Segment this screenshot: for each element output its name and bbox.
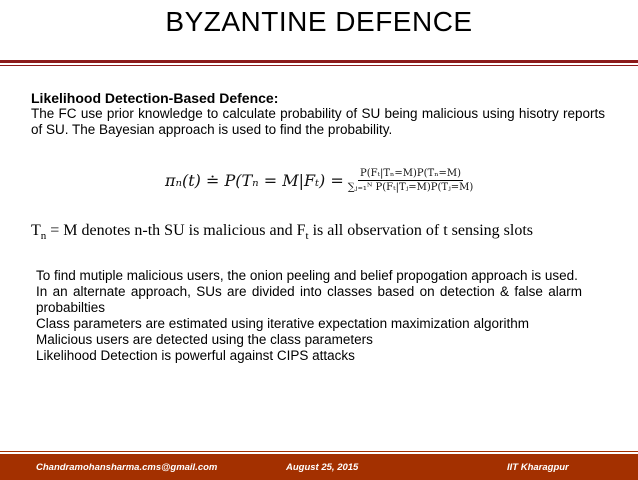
footer-institution: IIT Kharagpur xyxy=(507,462,569,473)
def-t-base: T xyxy=(31,222,41,239)
list-item: Likelihood Detection is powerful against CIPS attacks xyxy=(36,348,355,363)
def-f-sub: t xyxy=(305,230,309,243)
formula-lhs: πₙ(t) ≐ P(Tₙ = M|Fₜ) = xyxy=(165,171,344,190)
list-item: In an alternate approach, SUs are divided into classes based on detection & false alarm probabilties xyxy=(36,284,582,315)
def-t-sub: n xyxy=(40,230,47,243)
list-item: Class parameters are estimated using iterative expectation maximization algorithm xyxy=(36,316,529,331)
formula-numerator: P(Fₜ|Tₙ=M)P(Tₙ=M) xyxy=(359,168,462,179)
def-end: is all observation of t sensing slots xyxy=(308,222,534,239)
formula-fraction xyxy=(348,168,473,193)
def-middle: = M denotes n-th SU is malicious and F xyxy=(46,222,306,239)
bayes-formula xyxy=(165,168,473,193)
section-heading: Likelihood Detection-Based Defence: xyxy=(31,90,279,106)
title-divider-thin xyxy=(0,65,638,66)
formula-denominator: ∑ⱼ₌₁ᴺ P(Fₜ|Tⱼ=M)P(Tⱼ=M) xyxy=(347,182,474,193)
definition-line xyxy=(31,222,533,242)
list-item: Malicious users are detected using the class parameters xyxy=(36,332,373,347)
title-divider xyxy=(0,60,638,63)
list-item: To find mutiple malicious users, the onion peeling and belief propogation approach is used. xyxy=(36,268,578,283)
intro-paragraph: The FC use prior knowledge to calculate probability of SU being malicious using hisotry reports of SU. The Bayesian approach is used to find the probability. xyxy=(31,106,605,137)
footer-email: Chandramohansharma.cms@gmail.com xyxy=(36,462,218,473)
slide-title: BYZANTINE DEFENCE xyxy=(165,6,473,37)
slide-footer xyxy=(0,452,638,480)
bullet-list xyxy=(36,268,582,364)
footer-date: August 25, 2015 xyxy=(286,462,359,473)
